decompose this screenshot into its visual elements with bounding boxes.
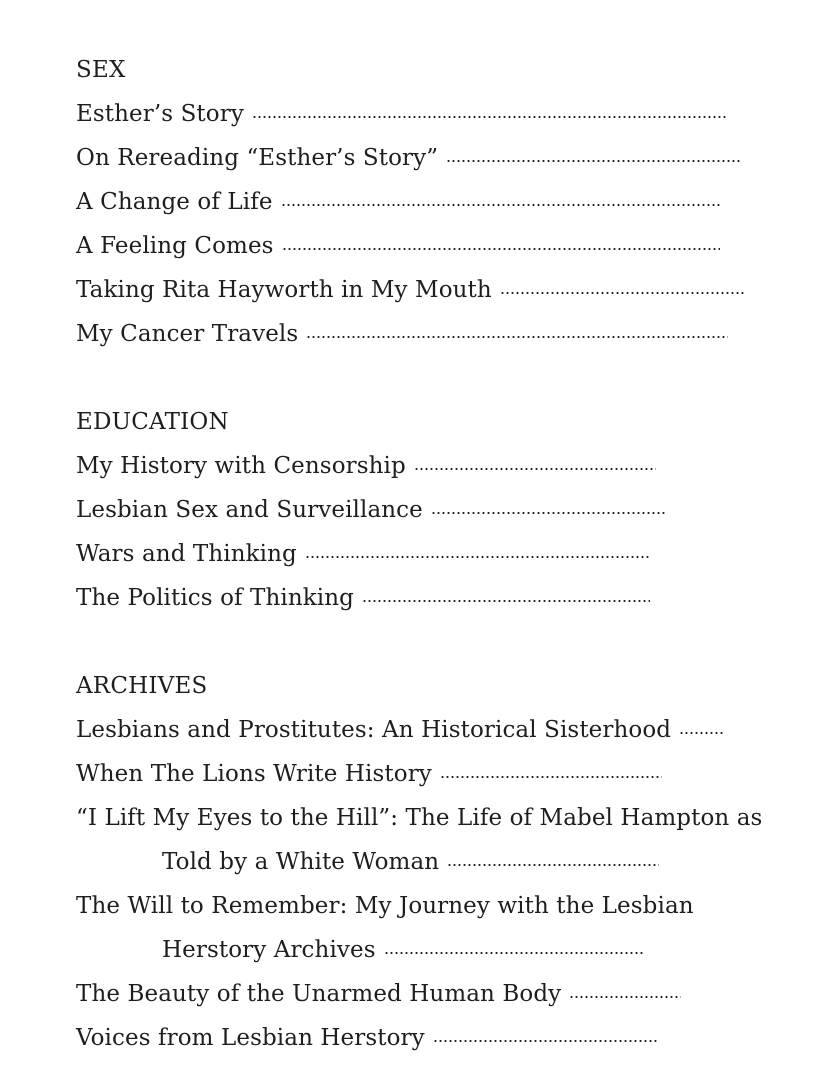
leader-dots [569, 995, 681, 999]
toc-entry[interactable] [76, 972, 776, 1016]
toc-entry[interactable] [76, 796, 776, 884]
leader-dots [282, 247, 720, 251]
entry-title: Lesbian Sex and Surveillance [76, 497, 423, 523]
section-heading-archives: ARCHIVES [76, 673, 208, 699]
toc-entry[interactable] [76, 752, 776, 796]
entry-title: Esther’s Story [76, 101, 244, 127]
toc-entry[interactable] [76, 224, 776, 268]
entry-title: When The Lions Write History [76, 761, 432, 787]
entry-title: A Change of Life [76, 189, 273, 215]
leader-dots [500, 291, 746, 295]
leader-dots [281, 203, 721, 207]
entry-title-line2: Told by a White Woman [162, 849, 440, 875]
toc-entry[interactable] [76, 1016, 776, 1060]
toc-entry[interactable] [76, 576, 776, 620]
leader-dots [384, 951, 644, 955]
entry-continuation [76, 840, 776, 884]
entry-title: Voices from Lesbian Herstory [76, 1025, 425, 1051]
entry-title: My Cancer Travels [76, 321, 299, 347]
leader-dots [433, 1039, 659, 1043]
leader-dots [305, 555, 649, 559]
toc-entry[interactable] [76, 180, 776, 224]
entry-title: Taking Rita Hayworth in My Mouth [76, 277, 492, 303]
toc-entry[interactable] [76, 92, 776, 136]
section-heading-sex: SEX [76, 57, 126, 83]
entry-title: A Feeling Comes [76, 233, 274, 259]
leader-dots [252, 115, 728, 119]
section-heading-education: EDUCATION [76, 409, 229, 435]
toc-entry[interactable] [76, 532, 776, 576]
leader-dots [446, 159, 742, 163]
leader-dots [306, 335, 728, 339]
entry-title: Wars and Thinking [76, 541, 297, 567]
toc-entry[interactable] [76, 312, 776, 356]
section-spacer [76, 356, 776, 400]
leader-dots [440, 775, 662, 779]
entry-title: The Beauty of the Unarmed Human Body [76, 981, 562, 1007]
toc-entry[interactable] [76, 708, 776, 752]
toc-entry[interactable] [76, 268, 776, 312]
entry-title: The Will to Remember: My Journey with the Lesbian [76, 893, 694, 919]
entry-title: Lesbians and Prostitutes: An Historical Sisterhood [76, 717, 672, 743]
leader-dots [414, 467, 656, 471]
entry-continuation [76, 928, 776, 972]
entry-title-line2: Herstory Archives [162, 937, 376, 963]
entry-title: “I Lift My Eyes to the Hill”: The Life of Mabel Hampton as [76, 805, 763, 831]
leader-dots [362, 599, 650, 603]
leader-dots [679, 731, 725, 735]
leader-dots [431, 511, 665, 515]
table-of-contents [76, 48, 776, 1060]
entry-title: The Politics of Thinking [76, 585, 354, 611]
entry-title: On Rereading “Esther’s Story” [76, 145, 439, 171]
toc-entry[interactable] [76, 884, 776, 972]
section-spacer [76, 620, 776, 664]
toc-entry[interactable] [76, 136, 776, 180]
entry-title: My History with Censorship [76, 453, 406, 479]
toc-entry[interactable] [76, 444, 776, 488]
toc-entry[interactable] [76, 488, 776, 532]
leader-dots [447, 863, 659, 867]
